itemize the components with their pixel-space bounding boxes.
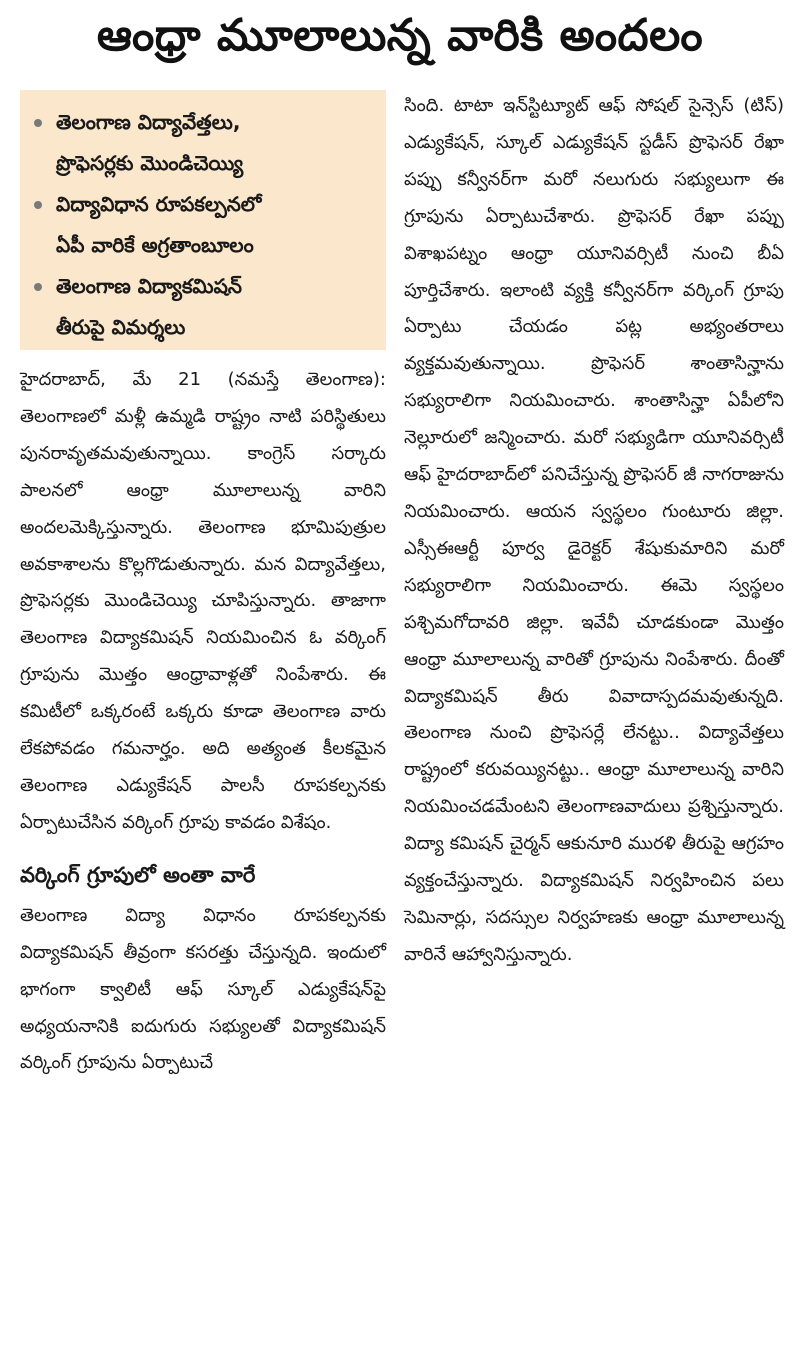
article-paragraph-continued: సింది. టాటా ఇన్‌స్టిట్యూట్ ఆఫ్ సోషల్ సైన్సెస్ (టిస్) ఎడ్యుకేషన్, స్కూల్ ఎడ్యుకేషన్ స్టడీస్ ప్రొఫెసర్ రేఖా పప్పు కన్వీనర్‌గా మరో నలుగురు సభ్యులుగా ఈ గ్రూపును ఏర్పాటుచేశారు. ప్రొఫెసర్ రేఖా పప్పు విశాఖపట్నం ఆంధ్రా యూనివర్సిటీ నుంచి బీఏ పూర్తిచేశారు. ఇలాంటి వ్యక్తి కన్వీనర్‌గా వర్కింగ్ గ్రూపు ఏర్పాటు చేయడం పట్ల అభ్యంతరాలు వ్యక్తమవుతున్నాయి. ప్రొఫెసర్ శాంతాసిన్హాను సభ్యురాలిగా నియమించారు. శాంతాసిన్హా ఏపీలోని నెల్లూరులో జన్మించారు. మరో సభ్యుడిగా యూనివర్సిటీ ఆఫ్ హైదరాబాద్‌లో పనిచేస్తున్న ప్రొఫెసర్ జీ నాగరాజును నియమించారు. ఆయన స్వస్థలం గుంటూరు జిల్లా. ఎస్సీఈఆర్టీ పూర్వ డైరెక్టర్ శేషుకుమారిని మరో సభ్యురాలిగా నియమించారు. ఈమె స్వస్థలం పశ్చిమగోదావరి జిల్లా. ఇవేవీ చూడకుండా మొత్తం ఆంధ్రా మూలాలున్న వారితో గ్రూపును నింపేశారు. దీంతో విద్యాకమిషన్ తీరు వివాదాస్పదమవుతున్నది. తెలంగాణ నుంచి ప్రొఫెసర్లే లేనట్టు.. విద్యావేత్తలు రాష్ట్రంలో కరువయ్యినట్టు.. ఆంధ్రా మూలాలున్న వారిని నియమించడమేంటని తెలంగాణవాదులు ప్రశ్నిస్తున్నారు. విద్యా కమిషన్ చైర్మన్ ఆకునూరి మురళి తీరుపై ఆగ్రహం వ్యక్తంచేస్తున్నారు. విద్యాకమిషన్ నిర్వహించిన పలు సెమినార్లు, సదస్సుల నిర్వహణకు ఆంధ్రా మూలాలున్న వారినే ఆహ్వానిస్తున్నారు. xyxy=(404,95,784,965)
headline: ఆంధ్రా మూలాలున్న వారికి అందలం xyxy=(96,10,704,61)
right-column xyxy=(404,88,784,974)
highlight-text: తెలంగాణ విద్యాకమిషన్ తీరుపై విమర్శలు xyxy=(56,274,242,339)
article-paragraph-2: తెలంగాణ విద్యా విధానం రూపకల్పనకు విద్యాకమిషన్ తీవ్రంగా కసరత్తు చేస్తున్నది. ఇందులో భాగంగా క్వాలిటీ ఆఫ్ స్కూల్ ఎడ్యుకేషన్‌పై అధ్యయనానికి ఐదుగురు సభ్యులతో విద్యాకమిషన్ వర్కింగ్ గ్రూపును ఏర్పాటుచే xyxy=(20,904,386,1074)
highlight-item xyxy=(32,102,372,184)
bullet-icon xyxy=(34,119,42,127)
highlight-text: విద్యావిధాన రూపకల్పనలో ఏపీ వారికే అగ్రతాంబూలం xyxy=(56,192,262,257)
highlight-text: తెలంగాణ విద్యావేత్తలు, ప్రొఫెసర్లకు మొండిచెయ్యి xyxy=(56,110,244,175)
highlight-box xyxy=(20,90,386,350)
subheading: వర్కింగ్ గ్రూపులో అంతా వారే xyxy=(20,862,256,887)
highlight-item xyxy=(32,184,372,266)
article-paragraph-1: హైదరాబాద్, మే 21 (నమస్తే తెలంగాణ): తెలంగాణలో మళ్లీ ఉమ్మడి రాష్ట్రం నాటి పరిస్థితులు పునరావృతమవుతున్నాయి. కాంగ్రెస్ సర్కారు పాలనలో ఆంధ్రా మూలాలున్న వారిని అందలమెక్కిస్తున్నారు. తెలంగాణ భూమిపుత్రుల అవకాశాలను కొల్లగొడుతున్నారు. మన విద్యావేత్తలు, ప్రొఫెసర్లకు మొండిచెయ్యి చూపిస్తున్నారు. తాజాగా తెలంగాణ విద్యాకమిషన్ నియమించిన ఓ వర్కింగ్ గ్రూపును మొత్తం ఆంధ్రావాళ్లతో నింపేశారు. ఈ కమిటీలో ఒక్కరంటే ఒక్కరు కూడా తెలంగాణ వారు లేకపోవడం గమనార్హం. అది అత్యంత కీలకమైన తెలంగాణ ఎడ్యుకేషన్ పాలసీ రూపకల్పనకు ఏర్పాటుచేసిన వర్కింగ్ గ్రూపు కావడం విశేషం. xyxy=(20,369,386,833)
bullet-icon xyxy=(34,283,42,291)
highlight-item xyxy=(32,266,372,348)
left-column xyxy=(20,90,386,1082)
bullet-icon xyxy=(34,201,42,209)
